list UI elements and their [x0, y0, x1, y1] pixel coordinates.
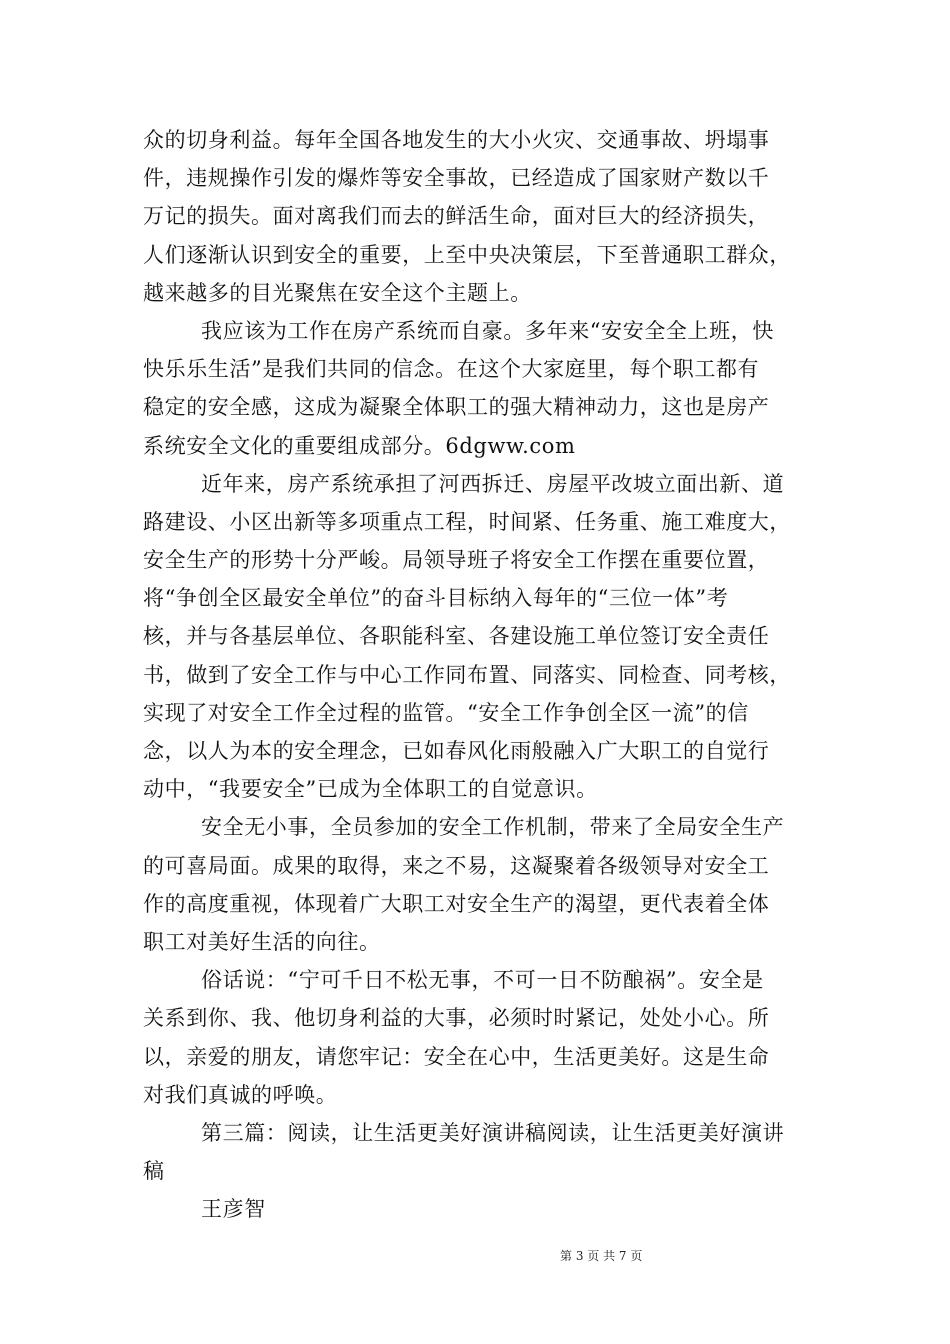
- text-line: 路建设、小区出新等多项重点工程，时间紧、任务重、施工难度大，: [143, 509, 791, 534]
- paragraph: [143, 465, 827, 809]
- paragraph: [143, 961, 827, 1114]
- text-line: 近年来，房产系统承担了河西拆迁、房屋平改坡立面出新、道: [201, 471, 785, 496]
- section-heading: [143, 1114, 827, 1190]
- text-line: 动中，“我要安全”已成为全体职工的自觉意识。: [143, 777, 598, 802]
- text-line: 系统安全文化的重要组成部分。6dgww.com: [143, 433, 576, 458]
- text-line: 俗话说：“宁可千日不松无事，不可一日不防酿祸”。安全是: [201, 968, 764, 993]
- text-line: 快乐乐生活”是我们共同的信念。在这个大家庭里，每个职工都有: [143, 357, 760, 382]
- text-line: 职工对美好生活的向往。: [143, 929, 381, 954]
- text-line: 第三篇：阅读，让生活更美好演讲稿阅读，让生活更美好演讲: [201, 1120, 785, 1145]
- text-line: 件，违规操作引发的爆炸等安全事故，已经造成了国家财产数以千: [143, 166, 770, 191]
- body-text: [143, 121, 827, 1228]
- text-line: 以，亲爱的朋友，请您牢记：安全在心中，生活更美好。这是生命: [143, 1044, 770, 1069]
- text-line: 越来越多的目光聚焦在安全这个主题上。: [143, 280, 532, 305]
- text-line: 安全无小事，全员参加的安全工作机制，带来了全局安全生产: [201, 815, 785, 840]
- text-line: 的可喜局面。成果的取得，来之不易，这凝聚着各级领导对安全工: [143, 853, 770, 878]
- text-line: 稳定的安全感，这成为凝聚全体职工的强大精神动力，这也是房产: [143, 395, 770, 420]
- text-line: 人们逐渐认识到安全的重要，上至中央决策层，下至普通职工群众，: [143, 242, 791, 267]
- text-line: 稿: [143, 1159, 165, 1184]
- text-line: 万记的损失。面对离我们而去的鲜活生命，面对巨大的经济损失，: [143, 204, 770, 229]
- text-line: 作的高度重视，体现着广大职工对安全生产的渴望，更代表着全体: [143, 891, 770, 916]
- text-line: 念，以人为本的安全理念，已如春风化雨般融入广大职工的自觉行: [143, 739, 770, 763]
- author-line: [143, 1190, 827, 1228]
- page-number-footer: 第 3 页 共 7 页: [560, 1249, 643, 1263]
- text-line: 众的切身利益。每年全国各地发生的大小火灾、交通事故、坍塌事: [143, 128, 770, 152]
- paragraph: [143, 312, 827, 465]
- text-line: 书，做到了安全工作与中心工作同布置、同落实、同检查、同考核，: [143, 662, 791, 687]
- text-line: 安全生产的形势十分严峻。局领导班子将安全工作摆在重要位置，: [143, 548, 770, 573]
- text-line: 关系到你、我、他切身利益的大事，必须时时紧记，处处小心。所: [143, 1006, 770, 1031]
- text-line: 核，并与各基层单位、各职能科室、各建设施工单位签订安全责任: [143, 624, 770, 649]
- paragraph: [143, 808, 827, 961]
- text-line: 对我们真诚的呼唤。: [143, 1082, 338, 1107]
- author-name: 王彦智: [201, 1197, 266, 1222]
- text-line: 我应该为工作在房产系统而自豪。多年来“安安全全上班，快: [201, 318, 774, 343]
- paragraph: [143, 121, 827, 312]
- text-line: 实现了对安全工作全过程的监管。“安全工作争创全区一流”的信: [143, 700, 749, 725]
- text-line: 将“争创全区最安全单位”的奋斗目标纳入每年的“三位一体”考: [143, 586, 729, 611]
